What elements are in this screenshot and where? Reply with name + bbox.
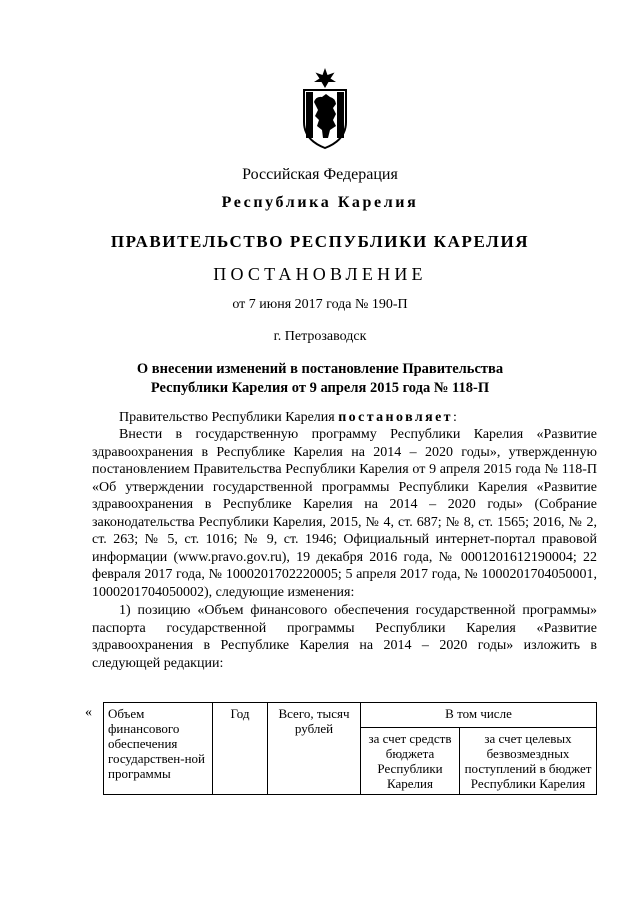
decree-tail: :: [452, 410, 457, 425]
table-header-year: Год: [213, 703, 268, 795]
table-header-group: В том числе: [361, 703, 597, 728]
paragraph-item-1: 1) позицию «Объем финансового обеспечения государственной программы» паспорта государственной программы Республики Карелия «Развитие здравоохранения в Республике Карелия на 2014 – 2020 годы» изложить в следующей редакции:: [92, 603, 597, 671]
document-date-number: от 7 июня 2017 года № 190-П: [232, 297, 408, 312]
open-quote: «: [85, 705, 92, 720]
decree-keyword: постановляет: [338, 410, 453, 425]
karelia-coat-of-arms-icon: [300, 68, 350, 150]
document-title-line-1: О внесении изменений в постановление Правительства: [136, 361, 504, 377]
financing-table: [103, 702, 597, 795]
paragraph-decree: [92, 409, 597, 427]
document-type: ПОСТАНОВЛЕНИЕ: [213, 264, 427, 284]
document-title-line-2: Республики Карелия от 9 апреля 2015 года № 118-П: [150, 380, 490, 396]
government-name: ПРАВИТЕЛЬСТВО РЕСПУБЛИКИ КАРЕЛИЯ: [110, 232, 530, 251]
table-header-regional-budget: за счет средств бюджета Республики Карелия: [361, 728, 460, 795]
document-title: [0, 360, 640, 398]
federation-name: Российская Федерация: [242, 166, 398, 183]
table-cell-financing-label: Объем финансового обеспечения государствен-ной программы: [104, 703, 213, 795]
decree-lead: Правительство Республики Карелия: [119, 410, 339, 425]
document-city: г. Петрозаводск: [273, 329, 367, 344]
table-header-targeted-receipts: за счет целевых безвозмездных поступлений в бюджет Республики Карелия: [460, 728, 597, 795]
paragraph-amendment: Внести в государственную программу Республики Карелия «Развитие здравоохранения в Республике Карелия на 2014 – 2020 годы», утвержденную постановлением Правительства Республики Карелия от 9 апреля 2015 года № 118-П «Об утверждении государственной программы Республики Карелия «Развитие здравоохранения в Республике Карелия на 2014 – 2020 годы» (Собрание законодательства Республики Карелия, 2015, № 4, ст. 687; № 8, ст. 1565; 2016, № 2, ст. 263; № 5, ст. 1016; № 9, ст. 1946; Официальный интернет-портал правовой информации (www.pravo.gov.ru), 19 декабря 2016 года, № 0001201612190004; 22 февраля 2017 года, № 1000201702220005; 5 апреля 2017 года, № 1000201704050001, 1000201704050002), следующие изменения:: [92, 427, 597, 600]
republic-name: Республика Карелия: [221, 194, 419, 211]
table-header-total: Всего, тысяч рублей: [268, 703, 361, 795]
